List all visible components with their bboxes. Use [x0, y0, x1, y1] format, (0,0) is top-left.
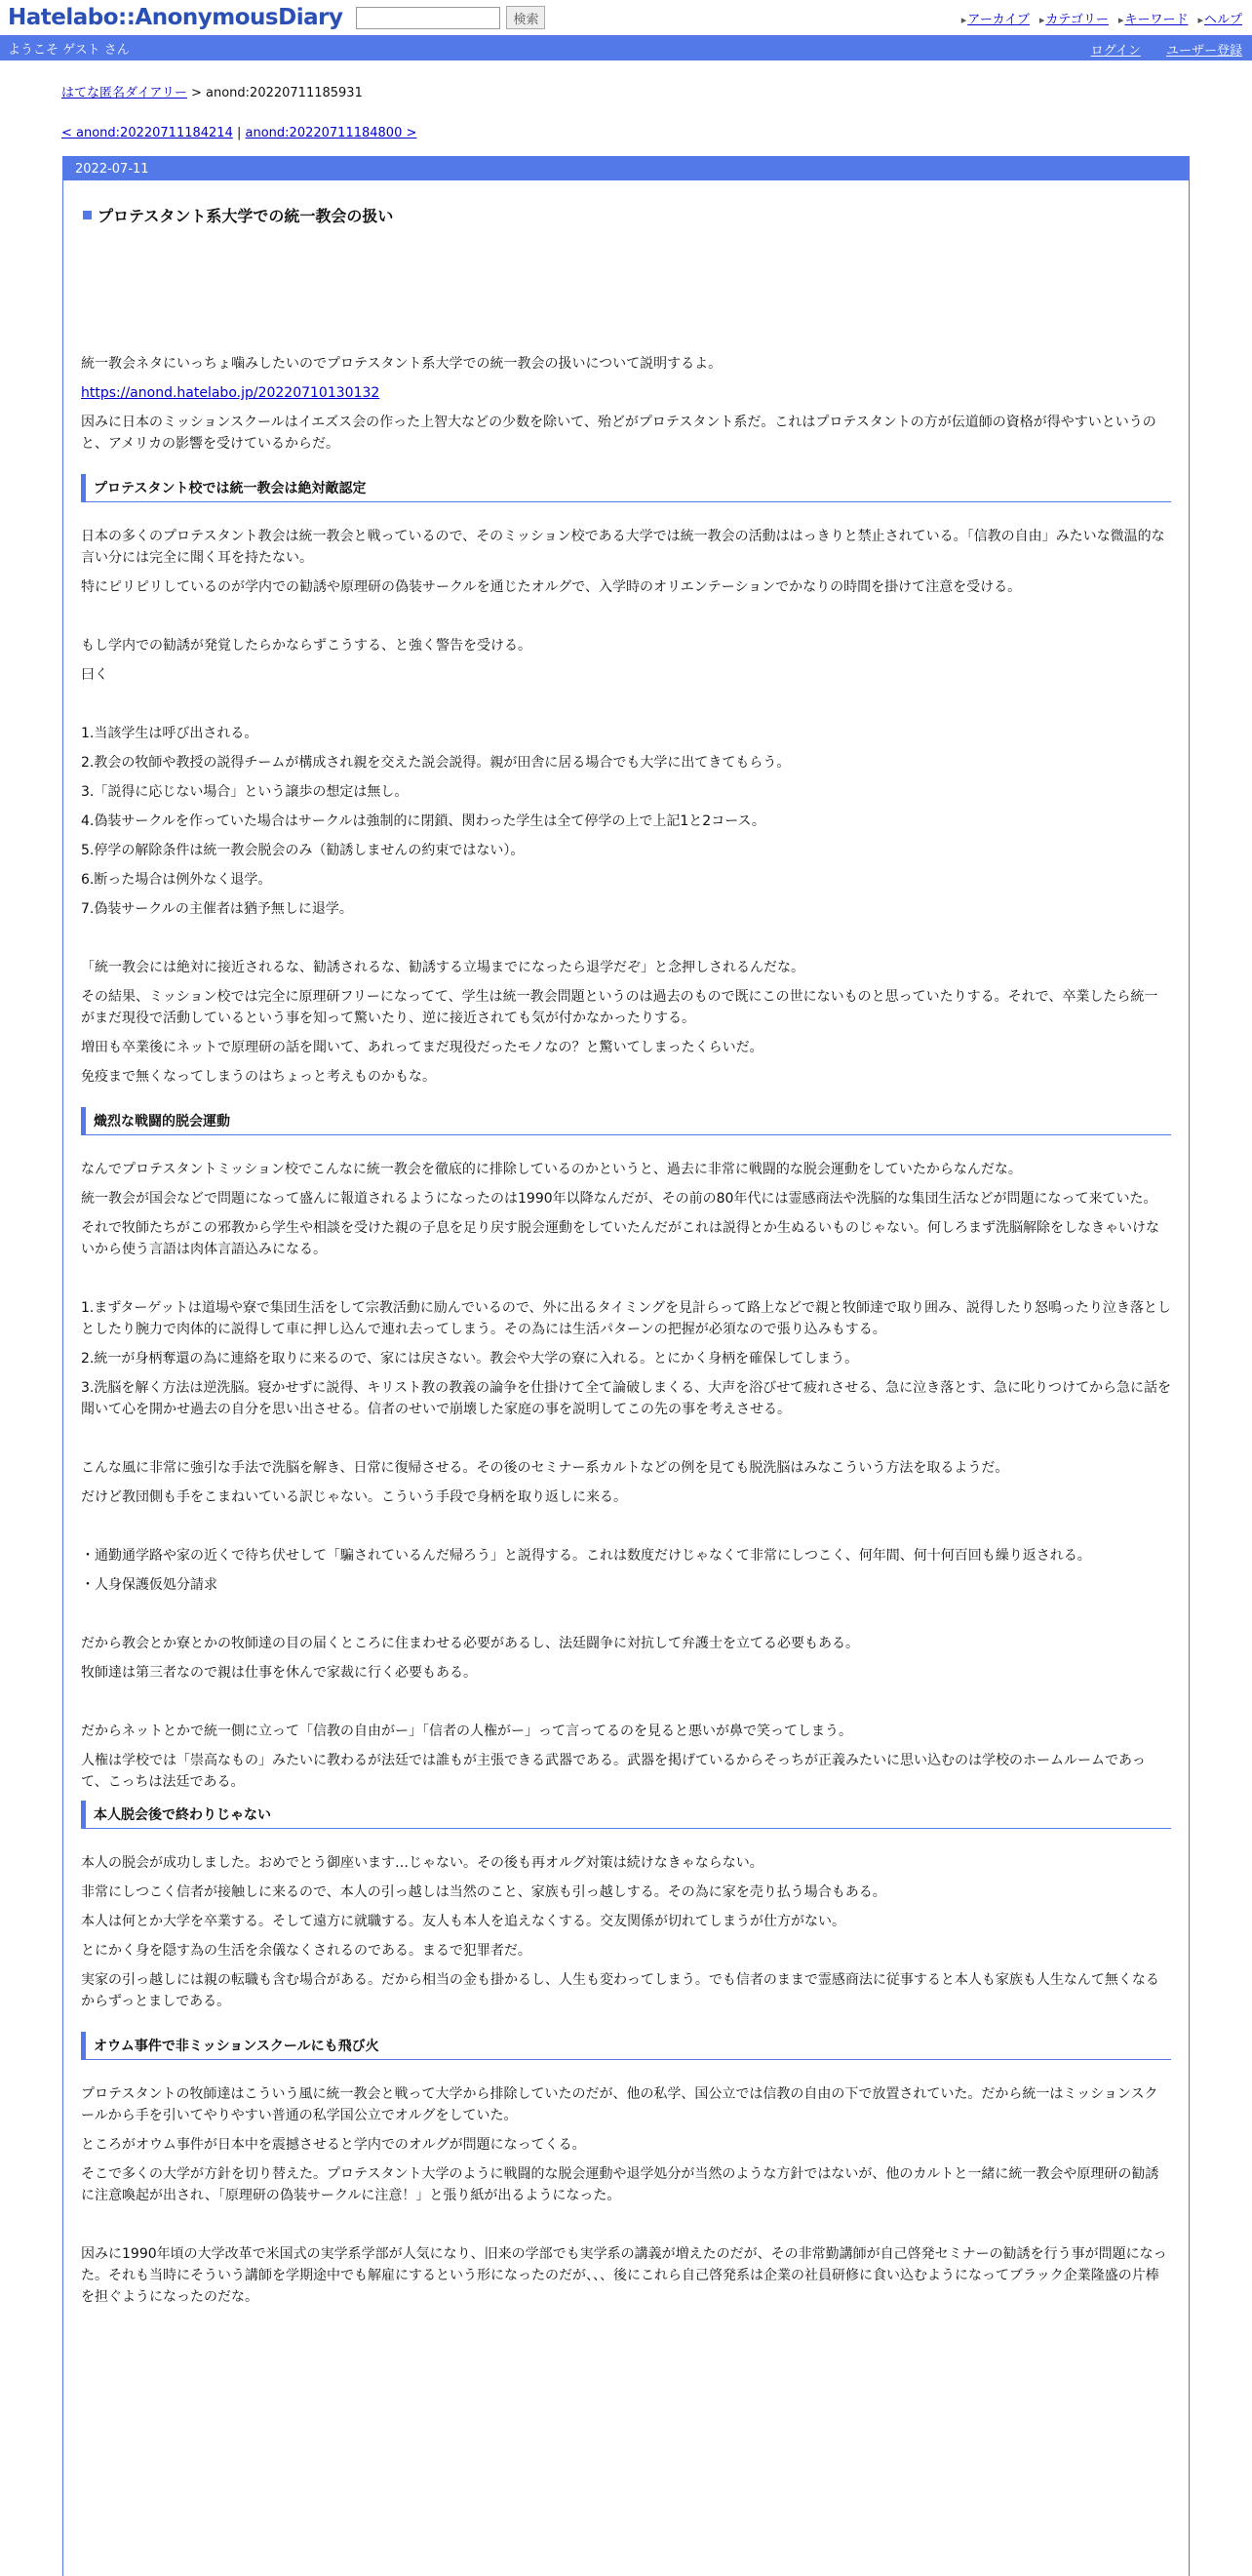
paragraph: とにかく身を隠す為の生活を余儀なくされるのである。まるで犯罪者だ。 [81, 1943, 531, 1959]
entry-section [63, 180, 1189, 2308]
list-item: 7.偽装サークルの主催者は猶予無しに退学。 [81, 901, 353, 917]
search-input[interactable] [356, 7, 500, 29]
welcome-text: ようこそ ゲスト さん [8, 42, 130, 58]
paragraph: 牧師達は第三者なので親は仕事を休んで家裁に行く必要もある。 [81, 1665, 477, 1681]
breadcrumb-home-link[interactable]: はてな匿名ダイアリー [61, 86, 187, 100]
paragraph: 曰く [81, 667, 108, 683]
entry-title [81, 204, 1171, 226]
paragraph [81, 382, 1171, 404]
paragraph: なんでプロテスタントミッション校でこんなに統一教会を徹底的に排除しているのかというと、過去に非常に戦闘的な脱会運動をしていたからなんだな。 [81, 1162, 1022, 1177]
list-item: 2.統一が身柄奪還の為に連絡を取りに来るので、家には戻さない。教会や大学の寮に入れる。とにかく身柄を確保してしまう。 [81, 1351, 859, 1367]
section-heading: プロテスタント校では統一教会は絶対敵認定 [81, 474, 1171, 502]
day-box [62, 156, 1190, 2576]
keyword-link[interactable]: ▸ キーワード [1118, 9, 1189, 27]
welcome-bar [0, 35, 1252, 60]
paragraph: 増田も卒業後にネットで原理研の話を聞いて、あれってまだ現役だったモノなの？と驚いてしまったくらいだ。 [81, 1040, 763, 1055]
permalink-square-icon[interactable] [83, 211, 92, 219]
breadcrumb [61, 82, 1252, 100]
entry-body [81, 353, 1171, 2308]
section-heading: 熾烈な戦闘的脱会運動 [81, 1107, 1171, 1135]
category-link[interactable]: ▸ カテゴリー [1039, 9, 1109, 27]
pager [61, 126, 1252, 140]
list-item: 6.断った場合は例外なく退学。 [81, 872, 272, 888]
paragraph: 免疫まで無くなってしまうのはちょっと考えものかもな。 [81, 1069, 436, 1085]
blank-line [81, 1516, 1171, 1537]
list-item: ・人身保護仮処分請求 [81, 1577, 217, 1593]
paragraph: 統一教会ネタにいっちょ噛みしたいのでプロテスタント系大学での統一教会の扱いについて説明するよ。 [81, 356, 723, 372]
paragraph: もし学内での勧誘が発覚したらかならずこうする、と強く警告を受ける。 [81, 638, 531, 654]
list-item: 1.当該学生は呼び出される。 [81, 726, 258, 741]
paragraph: 非常にしつこく信者が接触しに来るので、本人の引っ越しは当然のこと、家族も引っ越しする。その為に家を売り払う場合もある。 [81, 1884, 886, 1900]
blank-line [81, 606, 1171, 627]
prev-entry-link[interactable]: < anond:20220711184214 [61, 126, 233, 140]
breadcrumb-current: anond:20220711185931 [206, 86, 363, 100]
paragraph: 特にピリピリしているのが学内での勧誘や原理研の偽装サークルを通じたオルグで、入学時のオリエンテーションでかなりの時間を掛けて注意を受ける。 [81, 579, 1022, 595]
paragraph: 因みに日本のミッションスクールはイエズス会の作った上智大などの少数を除いて、殆どがプロテスタント系だ。これはプロテスタントの方が伝道師の資格が得やすいというのと、アメリカの影響を受けているからだ。 [81, 415, 1156, 452]
blank-line [81, 2214, 1171, 2236]
section-heading: 本人脱会後で終わりじゃない [81, 1801, 1171, 1829]
source-link[interactable]: https://anond.hatelabo.jp/20220710130132 [81, 385, 380, 401]
paragraph: それで牧師たちがこの邪教から学生や相談を受けた親の子息を足り戻す脱会運動をしていたんだがこれは説得とか生ぬるいものじゃない。何しろまず洗脳解除をしなきゃいけないから使う言語は肉体言語込みになる。 [81, 1220, 1159, 1257]
list-item: 3.洗脳を解く方法は逆洗脳。寝かせずに説得、キリスト教の教義の論争を仕掛けて全て論破しまくる、大声を浴びせて疲れさせる、急に泣き落とす、急に叱りつけてから急に話を聞いて心を開かせ過去の自分を思い出させる。信者のせいで崩壊した家庭の事を説明してこの先の事を考えさせる。 [81, 1380, 1171, 1417]
archive-link[interactable]: ▸ アーカイブ [961, 9, 1030, 27]
paragraph: 統一教会が国会などで問題になって盛んに報道されるようになったのは1990年以降なんだが、その前の80年代には霊感商法や洗脳的な集団生活などが問題になって来ていた。 [81, 1191, 1157, 1207]
search-button[interactable]: 検索 [506, 6, 545, 29]
site-logo[interactable]: Hatelabo::AnonymousDiary [8, 5, 343, 30]
blank-line [81, 1604, 1171, 1625]
blank-line [81, 928, 1171, 949]
title-spacer [81, 226, 1171, 353]
section-heading: オウム事件で非ミッションスクールにも飛び火 [81, 2032, 1171, 2060]
list-item: ・通勤通学路や家の近くで待ち伏せして「騙されているんだ帰ろう」と説得する。これは数度だけじゃなくて非常にしつこく、何年間、何十何百回も繰り返される。 [81, 1548, 1091, 1564]
account-links [1091, 40, 1242, 59]
paragraph: 日本の多くのプロテスタント教会は統一教会と戦っているので、そのミッション校である大学では統一教会の活動ははっきりと禁止されている。「信教の自由」みたいな微温的な言い分には完全に聞く耳を持たない。 [81, 529, 1165, 566]
list-item: 1.まずターゲットは道場や寮で集団生活をして宗教活動に励んでいるので、外に出るタイミングを見計らって路上などで親と牧師達で取り囲み、説得したり怒鳴ったり泣き落としとしたり腕力で肉体的に説得して車に押し込んで連れ去ってしまう。その為には生活パターンの把握が必須なので張り込みもする。 [81, 1300, 1171, 1337]
login-link[interactable]: ログイン [1090, 44, 1141, 59]
paragraph: その結果、ミッション校では完全に原理研フリーになってて、学生は統一教会問題というのは過去のもので既にこの世にないものと思っていたりする。それで、卒業したら統一がまだ現役で活動しているという事を知って驚いたり、逆に接近されても気が付かなかったりする。 [81, 989, 1158, 1026]
blank-line [81, 1691, 1171, 1713]
paragraph: そこで多くの大学が方針を切り替えた。プロテスタント大学のように戦闘的な脱会運動や退学処分が当然のような方針ではないが、他のカルトと一緒に統一教会や原理研の勧誘に注意喚起が出され、「原理研の偽装サークルに注意！」と張り紙が出るようになった。 [81, 2166, 1159, 2203]
entry-title-text: プロテスタント系大学での統一教会の扱い [98, 207, 394, 225]
paragraph: だから教会とか寮とかの牧師達の目の届くところに住まわせる必要があるし、法廷闘争に対抗して弁護士を立てる必要もある。 [81, 1636, 859, 1651]
list-item: 5.停学の解除条件は統一教会脱会のみ（勧誘しませんの約束ではない）。 [81, 843, 525, 858]
paragraph: だけど教団側も手をこまねいている訳じゃない。こういう手段で身柄を取り返しに来る。 [81, 1489, 627, 1505]
pager-separator: | [232, 126, 246, 140]
blank-line [81, 1428, 1171, 1449]
next-entry-link[interactable]: anond:20220711184800 > [245, 126, 417, 140]
paragraph: 実家の引っ越しには親の転職も含む場合がある。だから相当の金も掛かるし、人生も変わってしまう。でも信者のままで霊感商法に従事すると本人も家族も人生なんて無くなるからずっとましである。 [81, 1972, 1159, 2009]
day-date: 2022-07-11 [63, 157, 1189, 180]
paragraph: だからネットとかで統一側に立って「信教の自由がー」「信者の人権がー」って言ってるのを見ると悪いが鼻で笑ってしまう。 [81, 1724, 852, 1739]
blank-line [81, 694, 1171, 715]
paragraph: 本人の脱会が成功しました。おめでとう御座います…じゃない。その後も再オルグ対策は続けなきゃならない。 [81, 1855, 763, 1871]
list-item: 2.教会の牧師や教授の説得チームが構成され親を交えた説会説得。親が田舎に居る場合でも大学に出てきてもらう。 [81, 755, 791, 771]
paragraph: プロテスタントの牧師達はこういう風に統一教会と戦って大学から排除していたのだが、他の私学、国公立では信教の自由の下で放置されていた。だから統一はミッションスクールから手を引いてやりやすい普通の私学国公立でオルグをしていた。 [81, 2086, 1158, 2123]
top-nav [961, 9, 1242, 27]
register-link[interactable]: ユーザー登録 [1165, 44, 1242, 59]
list-item: 4.偽装サークルを作っていた場合はサークルは強制的に閉鎖、関わった学生は全て停学の上で上記1と2コース。 [81, 813, 765, 829]
paragraph: ところがオウム事件が日本中を震撼させると学内でのオルグが問題になってくる。 [81, 2137, 586, 2153]
list-item: 3.「説得に応じない場合」という譲歩の想定は無し。 [81, 784, 409, 800]
blank-line [81, 1268, 1171, 1289]
paragraph: 「統一教会には絶対に接近されるな、勧誘されるな、勧誘する立場までになったら退学だぞ」と念押しされるんだな。 [81, 960, 804, 975]
paragraph: 因みに1990年頃の大学改革で米国式の実学系学部が人気になり、旧来の学部でも実学系の講義が増えたのだが、その非常勤講師が自己啓発セミナーの勧誘を行う事が問題になった。それも当時にそういう講師を学期途中でも解雇にするという形になったのだが、、、後にこれら自己啓発系は企業の社員研修に食い込むようになってブラック企業隆盛の片棒を担ぐようになったのだな。 [81, 2246, 1167, 2305]
paragraph: こんな風に非常に強引な手法で洗脳を解き、日常に復帰させる。その後のセミナー系カルトなどの例を見ても脱洗脳はみなこういう方法を取るようだ。 [81, 1460, 1009, 1476]
paragraph: 人権は学校では「崇高なもの」みたいに教わるが法廷では誰もが主張できる武器である。武器を掲げているからそっちが正義みたいに思い込むのは学校のホームルームであって、こっちは法廷である。 [81, 1753, 1146, 1790]
paragraph: 本人は何とか大学を卒業する。そして遠方に就職する。友人も本人を追えなくする。交友関係が切れてしまうが仕方がない。 [81, 1914, 845, 1929]
help-link[interactable]: ▸ ヘルプ [1197, 9, 1242, 27]
breadcrumb-separator: > [186, 86, 207, 100]
top-bar [0, 0, 1252, 35]
